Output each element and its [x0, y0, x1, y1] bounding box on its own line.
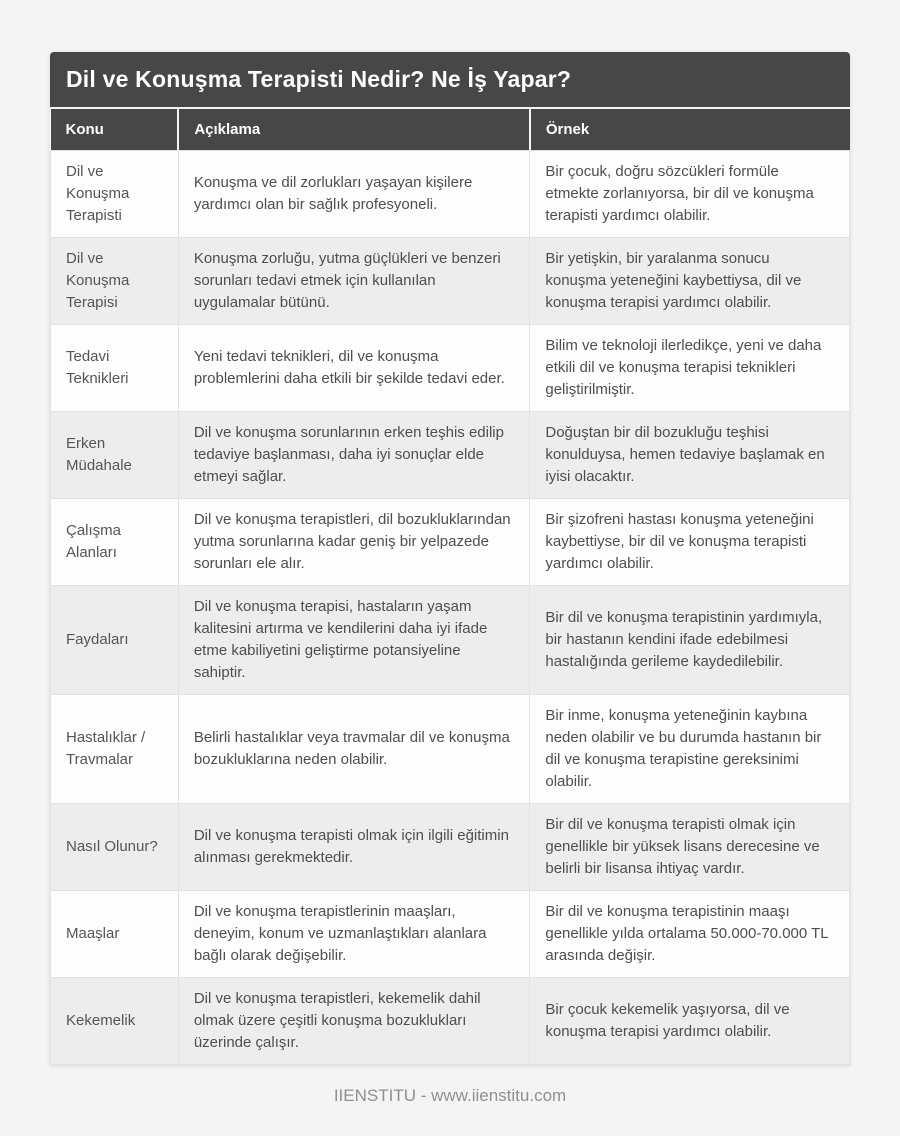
table-row [51, 151, 850, 238]
cell-ornek: Bir dil ve konuşma terapisti olmak için genellikle bir yüksek lisans derecesine ve belirli bir lisansa ihtiyaç vardır. [530, 804, 850, 891]
table-row [51, 586, 850, 695]
cell-aciklama: Dil ve konuşma terapistleri, dil bozukluklarından yutma sorunlarına kadar geniş bir yelpazede sorunları ele alır. [178, 499, 530, 586]
table-row [51, 695, 850, 804]
cell-konu: Hastalıklar / Travmalar [51, 695, 179, 804]
cell-konu: Nasıl Olunur? [51, 804, 179, 891]
footer-credit: IIENSTITU - www.iienstitu.com [333, 1086, 567, 1105]
page-title: Dil ve Konuşma Terapisti Nedir? Ne İş Yapar? [50, 52, 850, 109]
cell-ornek: Doğuştan bir dil bozukluğu teşhisi konulduysa, hemen tedaviye başlamak en iyisi olacaktır. [530, 412, 850, 499]
cell-aciklama: Belirli hastalıklar veya travmalar dil ve konuşma bozukluklarına neden olabilir. [178, 695, 530, 804]
cell-konu: Faydaları [51, 586, 179, 695]
cell-konu: Maaşlar [51, 891, 179, 978]
cell-aciklama: Konuşma zorluğu, yutma güçlükleri ve benzeri sorunları tedavi etmek için kullanılan uygulamalar bütünü. [178, 238, 530, 325]
cell-aciklama: Dil ve konuşma terapisti olmak için ilgili eğitimin alınması gerekmektedir. [178, 804, 530, 891]
cell-ornek: Bir şizofreni hastası konuşma yeteneğini kaybettiyse, bir dil ve konuşma terapisti yardımcı olabilir. [530, 499, 850, 586]
cell-ornek: Bir dil ve konuşma terapistinin maaşı genellikle yılda ortalama 50.000-70.000 TL arasında değişir. [530, 891, 850, 978]
cell-konu: Kekemelik [51, 978, 179, 1065]
cell-aciklama: Yeni tedavi teknikleri, dil ve konuşma problemlerini daha etkili bir şekilde tedavi eder. [178, 325, 530, 412]
table-row [51, 412, 850, 499]
table-row [51, 804, 850, 891]
cell-konu: Dil ve Konuşma Terapisti [51, 151, 179, 238]
cell-aciklama: Konuşma ve dil zorlukları yaşayan kişilere yardımcı olan bir sağlık profesyoneli. [178, 151, 530, 238]
column-header-aciklama: Açıklama [178, 109, 530, 151]
cell-aciklama: Dil ve konuşma terapistleri, kekemelik dahil olmak üzere çeşitli konuşma bozuklukları üzerinde çalışır. [178, 978, 530, 1065]
cell-aciklama: Dil ve konuşma terapistlerinin maaşları, deneyim, konum ve uzmanlaştıkları alanlara bağlı olarak değişebilir. [178, 891, 530, 978]
table-row [51, 978, 850, 1065]
table-row [51, 891, 850, 978]
cell-konu: Dil ve Konuşma Terapisi [51, 238, 179, 325]
table-body [51, 151, 850, 1065]
table-row [51, 499, 850, 586]
table-header [51, 109, 850, 151]
cell-ornek: Bir dil ve konuşma terapistinin yardımıyla, bir hastanın kendini ifade edebilmesi hastalığında gerileme kaydedilebilir. [530, 586, 850, 695]
column-header-konu: Konu [51, 109, 179, 151]
cell-ornek: Bir yetişkin, bir yaralanma sonucu konuşma yeteneğini kaybettiysa, dil ve konuşma terapisi yardımcı olabilir. [530, 238, 850, 325]
cell-ornek: Bir çocuk, doğru sözcükleri formüle etmekte zorlanıyorsa, bir dil ve konuşma terapisti yardımcı olabilir. [530, 151, 850, 238]
table-header-row [51, 109, 850, 151]
table-row [51, 238, 850, 325]
info-table [50, 109, 850, 1065]
cell-konu: Çalışma Alanları [51, 499, 179, 586]
cell-konu: Tedavi Teknikleri [51, 325, 179, 412]
cell-aciklama: Dil ve konuşma terapisi, hastaların yaşam kalitesini artırma ve kendilerini daha iyi ifade etme kabiliyetini geliştirme potansiyeline sahiptir. [178, 586, 530, 695]
column-header-ornek: Örnek [530, 109, 850, 151]
cell-ornek: Bilim ve teknoloji ilerledikçe, yeni ve daha etkili dil ve konuşma terapisi teknikleri geliştirilmiştir. [530, 325, 850, 412]
cell-konu: Erken Müdahale [51, 412, 179, 499]
cell-aciklama: Dil ve konuşma sorunlarının erken teşhis edilip tedaviye başlanması, daha iyi sonuçlar elde etmeyi sağlar. [178, 412, 530, 499]
cell-ornek: Bir çocuk kekemelik yaşıyorsa, dil ve konuşma terapisi yardımcı olabilir. [530, 978, 850, 1065]
cell-ornek: Bir inme, konuşma yeteneğinin kaybına neden olabilir ve bu durumda hastanın bir dil ve konuşma terapistine gereksinimi olabilir. [530, 695, 850, 804]
info-card [50, 52, 850, 1065]
table-row [51, 325, 850, 412]
